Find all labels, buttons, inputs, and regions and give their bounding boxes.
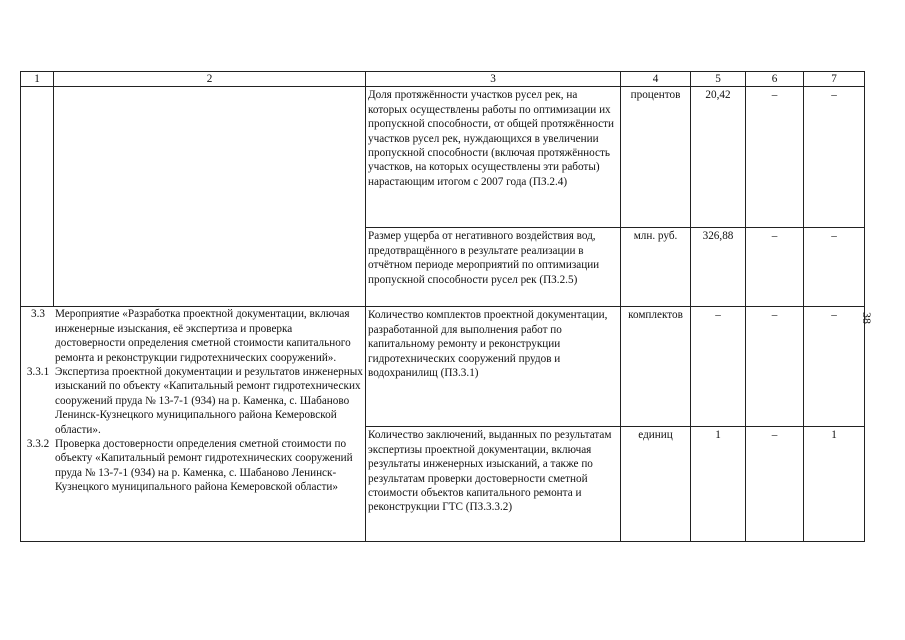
col6-cell: – bbox=[746, 427, 804, 542]
unit-cell: процентов bbox=[621, 87, 691, 228]
value-cell: 1 bbox=[691, 427, 746, 542]
value-cell: 326,88 bbox=[691, 228, 746, 307]
indicator-cell: Количество комплектов проектной документации, разработанной для выполнения работ по капитальному ремонту и реконструкции гидротехнических сооружений прудов и водохранилищ (ПЗ.3.1) bbox=[366, 307, 621, 427]
header-cell-4: 4 bbox=[621, 72, 691, 87]
unit-cell: комплектов bbox=[621, 307, 691, 427]
header-cell-2: 2 bbox=[54, 72, 366, 87]
col7-cell: – bbox=[804, 228, 865, 307]
indicator-cell: Размер ущерба от негативного воздействия вод, предотвращённого в результате реализации в отчётном периоде мероприятий по оптимизации пропускной способности русел рек (ПЗ.2.5) bbox=[366, 228, 621, 307]
indicator-cell: Доля протяжённости участков русел рек, на которых осуществлены работы по оптимизации их пропускной способности, от общей протяжённости участков русел рек, нуждающихся в увеличении пропускной способности (включая протяжённость участков, на которых осуществлены эти работы) нарастающим итогом с 2007 года (ПЗ.2.4) bbox=[366, 87, 621, 228]
col7-cell: 1 bbox=[804, 427, 865, 542]
header-cell-3: 3 bbox=[366, 72, 621, 87]
col7-cell: – bbox=[804, 87, 865, 228]
unit-cell: млн. руб. bbox=[621, 228, 691, 307]
col6-cell: – bbox=[746, 228, 804, 307]
item-text: Мероприятие «Разработка проектной документации, включая инженерные изыскания, её экспертиза и проверка достоверности определения сметной стоимости капитального ремонта и реконструкции гидротехнических сооружений». bbox=[55, 308, 351, 364]
item-number: 3.3.2 bbox=[26, 438, 50, 451]
item-text: Проверка достоверности определения сметной стоимости по объекту «Капитальный ремонт гидротехнических сооружений пруда № 13-7-1 (934) на р. Каменка, с. Шабаново Ленинск-Кузнецкого муниципального района Кемеровской области» bbox=[55, 438, 353, 494]
value-cell: 20,42 bbox=[691, 87, 746, 228]
item-text: Экспертиза проектной документации и результатов инженерных изысканий по объекту «Капитальный ремонт гидротехнических сооружений пруда № 13-7-1 (934) на р. Каменка, с. Шабаново Ленинск-Кузнецкого муниципального района Кемеровской области». bbox=[55, 366, 363, 436]
report-table bbox=[20, 71, 865, 542]
item-number: 3.3 bbox=[31, 308, 45, 321]
header-cell-5: 5 bbox=[691, 72, 746, 87]
unit-cell: единиц bbox=[621, 427, 691, 542]
indicator-cell: Количество заключений, выданных по результатам экспертизы проектной документации, включая результаты инженерных изысканий, а также по результатам проверки достоверности сметной стоимости объектов капитального ремонта и реконструкции ГТС (ПЗ.3.3.2) bbox=[366, 427, 621, 542]
list-item bbox=[21, 437, 365, 495]
event-cell bbox=[21, 307, 366, 542]
col6-cell: – bbox=[746, 307, 804, 427]
empty-num-cell bbox=[21, 87, 54, 307]
empty-event-cell bbox=[54, 87, 366, 307]
col7-cell: – bbox=[804, 307, 865, 427]
item-number: 3.3.1 bbox=[26, 366, 50, 379]
list-item bbox=[21, 307, 365, 365]
page-number: 38 bbox=[860, 312, 874, 324]
header-cell-7: 7 bbox=[804, 72, 865, 87]
header-cell-1: 1 bbox=[21, 72, 54, 87]
header-cell-6: 6 bbox=[746, 72, 804, 87]
table-row bbox=[21, 307, 865, 427]
header-row bbox=[21, 72, 865, 87]
col6-cell: – bbox=[746, 87, 804, 228]
value-cell: – bbox=[691, 307, 746, 427]
table-row bbox=[21, 87, 865, 228]
list-item bbox=[21, 365, 365, 437]
